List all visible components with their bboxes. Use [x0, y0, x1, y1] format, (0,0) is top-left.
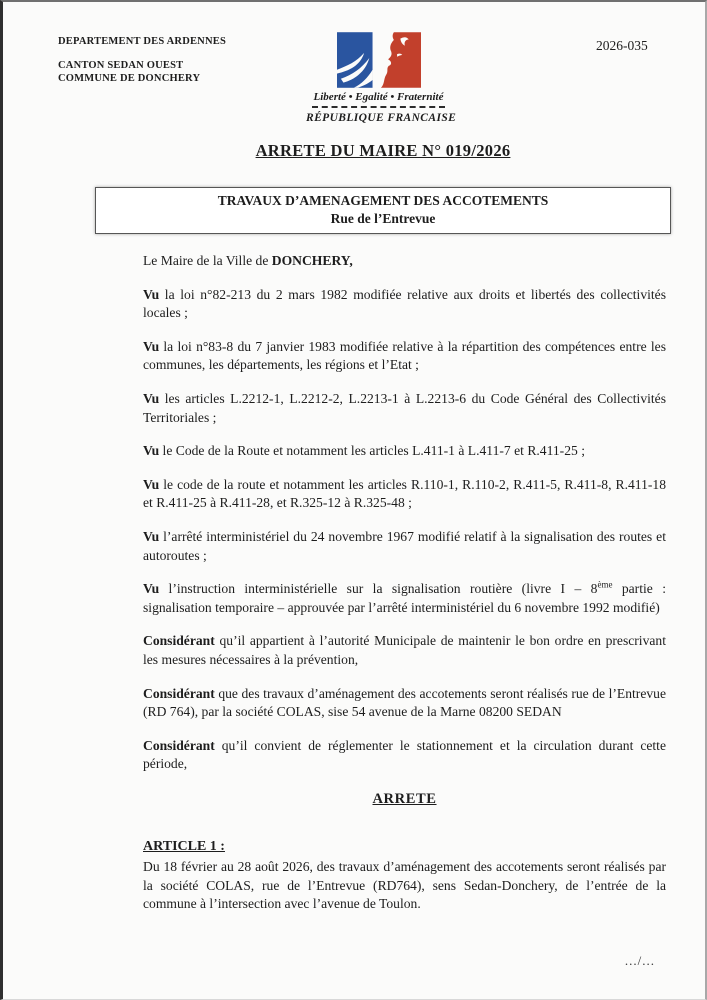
decree-body — [143, 252, 666, 914]
vu-clause-5 — [143, 476, 666, 513]
clause-text: le code de la route et notamment les articles R.110-1, R.110-2, R.411-5, R.411-8, R.411-18 et R.411-25 à R.411-28, et R.325-12 à R.325-48 ; — [143, 476, 666, 511]
clause-text: qu’il appartient à l’autorité Municipale de maintenir le bon ordre en prescrivant les mesures nécessaires à la prévention, — [143, 633, 666, 667]
vu-clause-6 — [143, 528, 666, 565]
reference-number: 2026-035 — [596, 38, 648, 53]
arrete-heading: ARRETE — [372, 790, 437, 807]
clause-text: le Code de la Route et notamment les articles L.411-1 à L.411-7 et R.411-25 ; — [162, 443, 585, 459]
logo-separator — [312, 106, 445, 108]
clause-lead: Considérant — [143, 737, 215, 753]
subject-line-1: TRAVAUX D’AMENAGEMENT DES ACCOTEMENTS — [217, 193, 549, 208]
header-commune: COMMUNE DE DONCHERY — [58, 73, 201, 84]
subject-box — [95, 187, 671, 234]
considerant-clause-3 — [143, 737, 666, 774]
clause-lead: Vu — [143, 390, 160, 406]
considerant-clause-1 — [143, 632, 666, 669]
clause-lead: Vu — [143, 338, 160, 354]
mayor-intro — [143, 252, 666, 271]
vu-clause-2 — [143, 338, 666, 375]
mayor-intro-pre: Le Maire de la Ville de — [143, 253, 272, 268]
clause-lead: Considérant — [143, 633, 215, 649]
header-administrative-block — [58, 35, 226, 85]
clause-text-pre: l’instruction interministérielle sur la signalisation routière (livre I – 8 — [168, 581, 598, 597]
clause-text: que des travaux d’aménagement des accotements seront réalisés rue de l’Entrevue (RD 764), par la société COLAS, sise 54 avenue de la Marne 08200 SEDAN — [143, 685, 667, 720]
logo-republique-francaise: RÉPUBLIQUE FRANCAISE — [306, 112, 457, 124]
clause-text-post: partie : signalisation temporaire – approuvée par l’arrêté interministériel du 6 novembre 1992 modifié) — [143, 581, 666, 615]
clause-text: l’arrêté interministériel du 24 novembre 1967 modifié relatif à la signalisation des routes et autoroutes ; — [143, 528, 666, 563]
clause-lead: Considérant — [143, 685, 215, 701]
republique-francaise-logo-block — [306, 32, 457, 124]
vu-clause-3 — [143, 390, 666, 427]
continuation-mark: .../... — [624, 953, 655, 968]
subject-line-2: Rue de l’Entrevue — [330, 211, 436, 226]
mayor-intro-commune: DONCHERY, — [271, 253, 353, 268]
header-canton: CANTON SEDAN OUEST — [58, 60, 184, 71]
clause-lead: Vu — [143, 286, 160, 302]
clause-text: qu’il convient de réglementer le stationnement et la circulation durant cette période, — [143, 737, 666, 772]
article-1-text: Du 18 février au 28 août 2026, des travaux d’aménagement des accotements seront réalisés par la société COLAS, rue de l’Entrevue (RD764), sens Sedan-Donchery, de l’entrée de la commune à l’intersection avec l’avenue de Toulon. — [143, 859, 666, 912]
vu-clause-4 — [143, 442, 666, 461]
clause-text: la loi n°82-213 du 2 mars 1982 modifiée relative aux droits et libertés des collectivités locales ; — [143, 286, 666, 321]
clause-lead: Vu — [143, 528, 160, 544]
header-department: DEPARTEMENT DES ARDENNES — [58, 36, 226, 47]
clause-lead: Vu — [143, 443, 160, 459]
clause-lead: Vu — [143, 476, 160, 492]
logo-motto: Liberté • Egalité • Fraternité — [313, 91, 444, 103]
clause-text: les articles L.2212-1, L.2212-2, L.2213-1 à L.2213-6 du Code Général des Collectivités Territoriales ; — [143, 390, 666, 425]
clause-lead: Vu — [143, 581, 160, 597]
article-1-heading: ARTICLE 1 : — [143, 839, 225, 855]
vu-clause-7 — [143, 580, 666, 617]
vu-clause-1 — [143, 286, 666, 323]
considerant-clause-2 — [143, 685, 666, 722]
decree-title: ARRETE DU MAIRE N° 019/2026 — [255, 141, 511, 160]
clause-superscript: ème — [597, 579, 613, 590]
marianne-logo-icon — [337, 32, 421, 88]
clause-text: la loi n°83-8 du 7 janvier 1983 modifiée relative à la répartition des compétences entre les communes, les départements, les régions et l’Etat ; — [143, 338, 666, 373]
